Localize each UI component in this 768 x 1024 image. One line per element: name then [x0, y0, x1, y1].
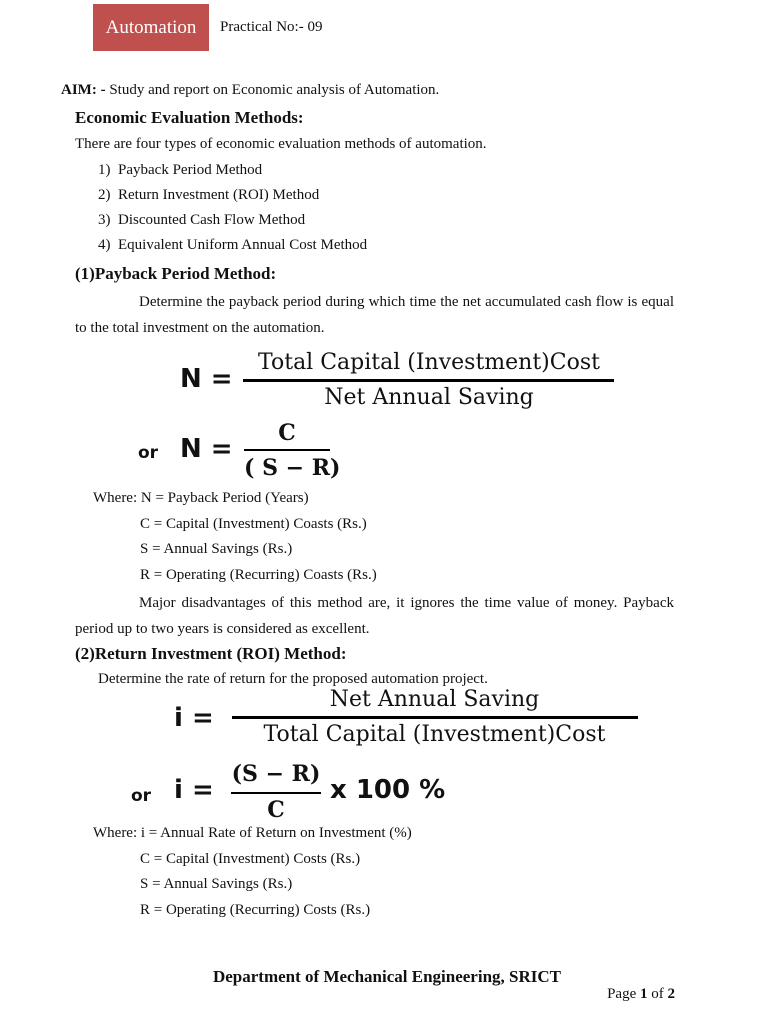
payback-or-label: or	[138, 443, 159, 463]
list-item	[98, 212, 305, 229]
payback-formula-denominator: Net Annual Saving	[324, 385, 534, 410]
payback-where-line: Where: N = Payback Period (Years)	[93, 490, 309, 506]
roi-or-label: or	[131, 786, 152, 806]
roi-formula-numerator: Net Annual Saving	[329, 687, 540, 712]
page-current: 1	[640, 986, 648, 1002]
list-item	[98, 187, 319, 204]
payback-heading	[75, 264, 276, 284]
payback-where-line: C = Capital (Investment) Coasts (Rs.)	[140, 516, 367, 532]
roi-formula2-denominator: C	[267, 797, 285, 823]
roi-fraction2-line	[231, 792, 321, 794]
payback-where-line: S = Annual Savings (Rs.)	[140, 541, 293, 557]
roi-where-line: C = Capital (Investment) Costs (Rs.)	[140, 851, 361, 867]
roi-formula2-numerator: (S − R)	[231, 761, 321, 787]
subject-badge: Automation	[93, 4, 209, 51]
payback-formula-numerator: Total Capital (Investment)Cost	[258, 350, 600, 375]
roi-description: Determine the rate of return for the proposed automation project.	[98, 671, 488, 687]
roi-where-line: S = Annual Savings (Rs.)	[140, 876, 293, 892]
list-number: 4)	[98, 237, 111, 253]
page-total: 2	[667, 986, 675, 1002]
list-item	[98, 237, 367, 254]
payback-fraction2-line	[244, 449, 330, 451]
list-label: Payback Period Method	[118, 162, 263, 178]
list-label: Return Investment (ROI) Method	[118, 187, 320, 203]
list-item	[98, 162, 262, 179]
page-of: of	[651, 986, 664, 1002]
aim-text: Study and report on Economic analysis of Automation.	[109, 82, 440, 98]
footer-department: Department of Mechanical Engineering, SRICT	[212, 967, 561, 986]
roi-where-line: R = Operating (Recurring) Costs (Rs.)	[140, 902, 371, 918]
payback-formula2-denominator: ( S − R)	[244, 455, 341, 481]
roi-where-line: Where: i = Annual Rate of Return on Investment (%)	[93, 825, 412, 841]
roi-fraction-line	[232, 716, 638, 719]
roi-formula-lhs: i =	[174, 703, 214, 733]
practical-number: Practical No:- 09	[220, 19, 323, 35]
list-label: Equivalent Uniform Annual Cost Method	[118, 237, 368, 253]
heading-number: (2)	[75, 644, 95, 663]
aim-label: AIM: -	[61, 82, 106, 98]
heading-number: (1)	[75, 264, 95, 283]
roi-formula-denominator: Total Capital (Investment)Cost	[263, 722, 606, 747]
roi-formula2-lhs: i =	[174, 775, 214, 805]
intro-text: There are four types of economic evaluation methods of automation.	[75, 136, 487, 152]
list-number: 1)	[98, 162, 111, 178]
payback-description: Determine the payback period during which time the net accumulated cash flow is equal to the total investment on the automation.	[75, 294, 674, 336]
heading-text: Return Investment (ROI) Method:	[94, 644, 347, 663]
payback-formula2-lhs: N =	[180, 434, 233, 464]
roi-heading	[75, 644, 347, 664]
roi-formula2-suffix: x 100 %	[330, 775, 446, 805]
aim-line	[61, 82, 439, 99]
list-label: Discounted Cash Flow Method	[118, 212, 306, 228]
page-number	[607, 986, 675, 1003]
list-number: 2)	[98, 187, 111, 203]
payback-formula-lhs: N =	[180, 364, 233, 394]
payback-note: Major disadvantages of this method are, it ignores the time value of money. Payback period up to two years is considered as excellent.	[75, 595, 674, 637]
payback-formula2-numerator: C	[278, 420, 296, 446]
section-title: Economic Evaluation Methods:	[75, 108, 304, 127]
payback-fraction-line	[243, 379, 614, 382]
list-number: 3)	[98, 212, 111, 228]
payback-where-line: R = Operating (Recurring) Coasts (Rs.)	[140, 567, 377, 583]
heading-text: Payback Period Method:	[94, 264, 277, 283]
page-prefix: Page	[607, 986, 637, 1002]
